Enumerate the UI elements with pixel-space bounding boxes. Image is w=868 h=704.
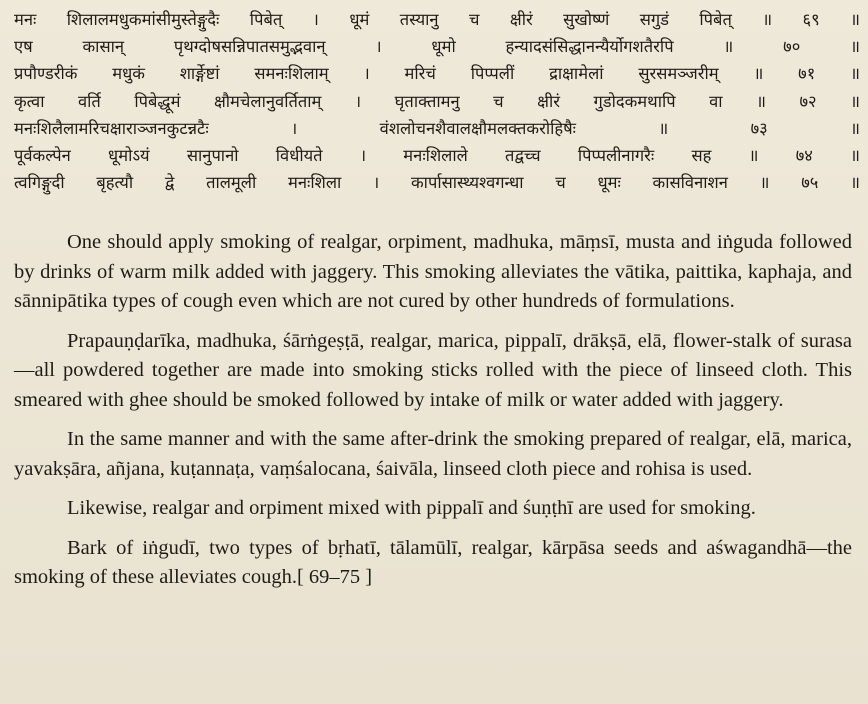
verse-line: एष कासान् पृथग्दोषसन्निपातसमुद्भवान् । धूमो हन्यादसंसिद्धानन्यैर्योगशतैरपि ॥ ७० ॥ [14,37,860,57]
verse-line: पूर्वकल्पेन धूमोऽयं सानुपानो विधीयते । मनःशिलाले तद्वच्च पिप्पलीनागरैः सह ॥ ७४ ॥ [14,146,860,166]
translation-paragraph: Likewise, realgar and orpiment mixed with pippalī and śuṇṭhī are used for smoking. [67,497,756,519]
verse-line: कृत्वा वर्ति पिबेद्धूमं क्षौमचेलानुवर्तिताम् । घृताक्तामनु च क्षीरं गुडोदकमथापि वा ॥ ७२ ॥ [14,91,860,111]
verse-line: त्वगिङ्गुदी बृहत्यौ द्वे तालमूली मनःशिला । कार्पासास्थ्यश्वगन्धा च धूमः कासविनाशन ॥ ७५ ॥ [14,173,860,193]
translation-paragraph: Prapauṇḍarīka, madhuka, śārṅgeṣṭā, realgar, marica, pippalī, drākṣā, elā, flower-stalk of surasa—all powdered together are made into smoking sticks rolled with the piece of linseed cloth. This smeared with ghee should be smoked followed by intake of milk or water added with jaggery. [14,329,852,411]
translation-paragraph: One should apply smoking of realgar, orpiment, madhuka, māṃsī, musta and iṅguda followed by drinks of warm milk added with jaggery. This smoking alleviates the vātika, paittika, kaphaja, and sānnipātika types of cough even which are not cured by other hundreds of formulations. [14,231,852,312]
sanskrit-verse-block [14,6,860,196]
verse-line: प्रपौण्डरीकं मधुकं शार्ङ्गेष्टां समनःशिलाम् । मरिचं पिप्पलीं द्राक्षामेलां सुरसमञ्जरीम् ॥ ७१ ॥ [14,64,860,84]
verse-line: मनःशिलैलामरिचक्षाराञ्जनकुटन्नटैः । वंशलोचनशैवालक्षौमलक्तकरोहिषैः ॥ ७३ ॥ [14,118,860,138]
translation-block [14,228,852,603]
translation-paragraph: Bark of iṅgudī, two types of bṛhatī, tālamūlī, realgar, kārpāsa seeds and aśwagandhā—the smoking of these alleviates cough.[ 69–75 ] [14,536,852,588]
verse-line: मनः शिलालमधुकमांसीमुस्तेङ्गुदैः पिबेत् । धूमं तस्यानु च क्षीरं सुखोष्णं सगुडं पिबेत् ॥ ६९ ॥ [14,10,860,29]
translation-paragraph: In the same manner and with the same after-drink the smoking prepared of realgar, elā, marica, yavakṣāra, añjana, kuṭannaṭa, vaṃśalocana, śaivāla, linseed cloth piece and rohisa is used. [14,428,852,480]
